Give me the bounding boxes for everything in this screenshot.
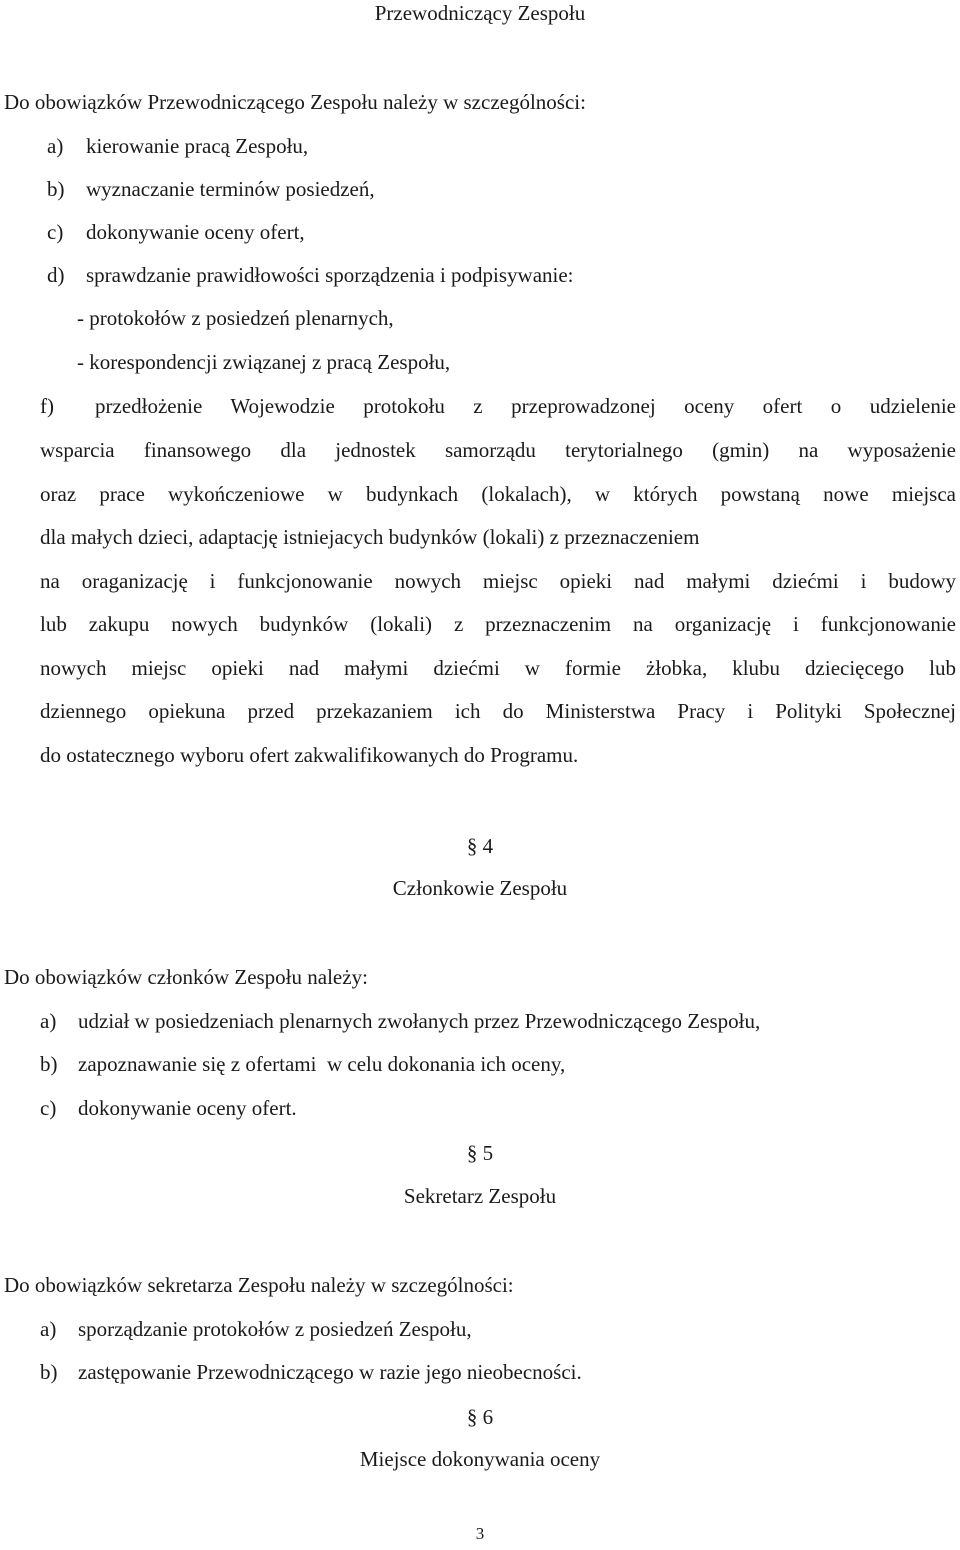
section-number: § 4 (466, 834, 494, 858)
section-intro: Do obowiązków członków Zespołu należy: (4, 965, 368, 989)
paragraph-line: do ostatecznego wyboru ofert zakwalifikowanych do Programu. (40, 742, 579, 767)
section-title-chair: Przewodniczący Zespołu (374, 1, 586, 25)
paragraph-line: oraz prace wykończeniowe w budynkach (lokalach), w których powstaną nowe miejsca (40, 481, 956, 506)
list-item-f-continuation (40, 429, 956, 777)
list-marker: f) (40, 394, 54, 418)
section-intro: Do obowiązków sekretarza Zespołu należy w szczególności: (4, 1273, 514, 1297)
list-item-text: dokonywanie oceny ofert, (86, 220, 305, 244)
list-item-text: zapoznawanie się z ofertami w celu dokonania ich oceny, (78, 1052, 566, 1076)
page-number: 3 (475, 1524, 485, 1543)
list-item-text: przedłożenie Wojewodzie protokołu z przeprowadzonej oceny ofert o udzielenie (95, 394, 956, 418)
section-number: § 5 (466, 1141, 494, 1165)
list-marker: a) (47, 134, 64, 158)
section-title: Członkowie Zespołu (392, 876, 568, 900)
list-item-text: sprawdzanie prawidłowości sporządzenia i podpisywanie: (86, 263, 574, 287)
list-marker: b) (47, 177, 65, 201)
list-item-text: wyznaczanie terminów posiedzeń, (86, 177, 375, 201)
section-title: Sekretarz Zespołu (403, 1184, 557, 1208)
paragraph-line: dla małych dzieci, adaptację istniejacych budynków (lokali) z przeznaczeniem (40, 525, 700, 549)
list-item-text: sporządzanie protokołów z posiedzeń Zespołu, (78, 1317, 472, 1341)
section-number: § 6 (466, 1405, 494, 1429)
list-item-text: dokonywanie oceny ofert. (78, 1096, 297, 1120)
paragraph-line: wsparcia finansowego dla jednostek samorządu terytorialnego (gmin) na wyposażenie (40, 438, 956, 462)
paragraph-line: lub zakupu nowych budynków (lokali) z przeznaczenim na organizację i funkcjonowanie (40, 612, 956, 636)
paragraph-line: nowych miejsc opieki nad małymi dziećmi w formie żłobka, klubu dziecięcego lub (40, 655, 956, 680)
list-item-text: udział w posiedzeniach plenarnych zwołanych przez Przewodniczącego Zespołu, (78, 1009, 761, 1033)
paragraph-line: dziennego opiekuna przed przekazaniem ich do Ministerstwa Pracy i Polityki Społecznej (40, 699, 956, 723)
chair-intro: Do obowiązków Przewodniczącego Zespołu należy w szczególności: (4, 90, 586, 114)
section-title: Miejsce dokonywania oceny (359, 1447, 601, 1471)
paragraph-line: na oraganizację i funkcjonowanie nowych miejsc opieki nad małymi dziećmi i budowy (40, 568, 956, 593)
list-item-text: zastępowanie Przewodniczącego w razie jego nieobecności. (78, 1360, 582, 1384)
list-marker: b) (40, 1360, 58, 1384)
sub-list-item: - korespondencji związanej z pracą Zespołu, (77, 350, 451, 374)
list-marker: a) (40, 1009, 57, 1033)
list-marker: c) (47, 220, 64, 244)
list-item-text: kierowanie pracą Zespołu, (86, 134, 309, 158)
list-marker: a) (40, 1317, 57, 1341)
list-item-f (40, 385, 956, 429)
list-marker: d) (47, 263, 65, 287)
list-marker: b) (40, 1052, 58, 1076)
sub-list-item: - protokołów z posiedzeń plenarnych, (77, 306, 394, 330)
list-marker: c) (40, 1096, 57, 1120)
